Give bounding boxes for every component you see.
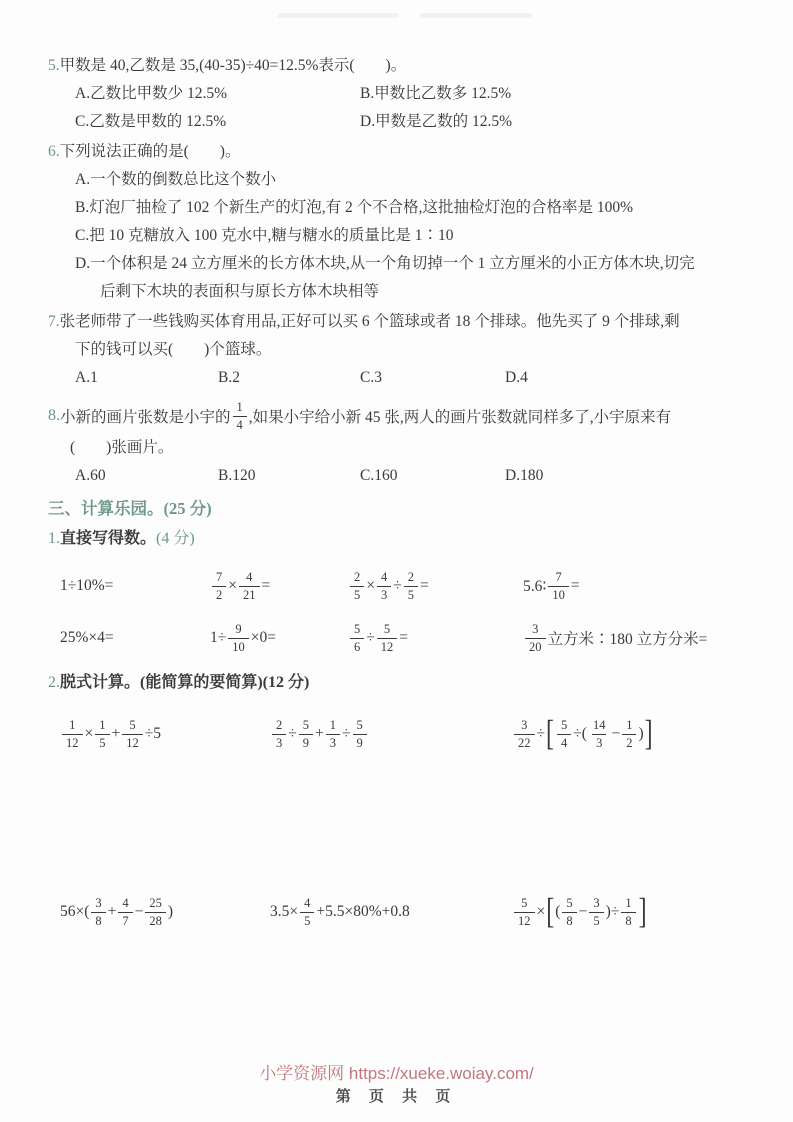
option-text: 乙数比甲数少 12.5% bbox=[90, 85, 227, 102]
expression bbox=[523, 571, 747, 601]
question-5 bbox=[48, 52, 747, 136]
expression bbox=[60, 577, 210, 595]
scan-artifact bbox=[420, 13, 532, 18]
calc2-heading bbox=[48, 668, 747, 698]
fraction: $\frac{5}{12}$ bbox=[122, 719, 143, 749]
option-c bbox=[360, 462, 505, 490]
math-text: ÷5 bbox=[144, 725, 162, 742]
calc1-row1 bbox=[48, 560, 747, 612]
question-number: 5. bbox=[48, 57, 60, 74]
option-text: 60 bbox=[90, 467, 106, 484]
math-text: × bbox=[84, 725, 94, 742]
option-d bbox=[360, 108, 747, 136]
question-stem-with-fraction bbox=[60, 401, 671, 431]
big-bracket: ] bbox=[638, 891, 647, 931]
math-text: = bbox=[420, 577, 429, 594]
fraction: $\frac{14}{3}$ bbox=[592, 718, 606, 750]
fraction: $\frac{5}{4}$ bbox=[557, 719, 571, 749]
big-bracket: ] bbox=[644, 713, 653, 753]
question-8-stem-line2: ( )张画片。 bbox=[70, 439, 174, 456]
math-text: × bbox=[366, 577, 375, 594]
expression bbox=[512, 713, 747, 753]
option-label: B. bbox=[75, 199, 90, 216]
question-7-stem-line1 bbox=[48, 308, 747, 336]
question-8 bbox=[48, 398, 747, 490]
option-d bbox=[48, 250, 747, 278]
subsection-number: 2. bbox=[48, 674, 60, 691]
expression bbox=[512, 891, 747, 931]
question-stem-text: 甲数是 40,乙数是 35,(40-35)÷40=12.5%表示( )。 bbox=[59, 57, 407, 74]
math-text: ×0= bbox=[250, 629, 276, 646]
fraction: $\frac{5}{9}$ bbox=[353, 719, 367, 749]
fraction: $\frac{4}{21}$ bbox=[239, 571, 260, 601]
option-label: B. bbox=[218, 369, 233, 386]
option-label: A. bbox=[75, 85, 91, 102]
expression bbox=[210, 623, 348, 653]
math-text: = bbox=[570, 577, 580, 594]
fraction: $\frac{7}{10}$ bbox=[548, 571, 569, 601]
section-title: 三、计算乐园。 bbox=[48, 499, 164, 518]
fraction: $\frac{5}{12}$ bbox=[514, 897, 535, 927]
fraction: $\frac{3}{5}$ bbox=[589, 897, 603, 927]
fraction: $\frac{1}{8}$ bbox=[621, 897, 635, 927]
option-a bbox=[48, 166, 747, 194]
option-c bbox=[48, 222, 747, 250]
option-text: 3 bbox=[374, 369, 382, 386]
math-text: ( bbox=[555, 903, 561, 920]
fraction: $\frac{4}{3}$ bbox=[377, 571, 391, 601]
fraction: $\frac{4}{7}$ bbox=[118, 897, 132, 927]
expression bbox=[348, 571, 523, 601]
fraction: $\frac{5}{9}$ bbox=[299, 719, 313, 749]
option-text: 4 bbox=[520, 369, 528, 386]
option-b bbox=[360, 80, 747, 108]
page-footer bbox=[0, 1062, 793, 1108]
math-text: 立方米∶180 立方分米= bbox=[547, 631, 708, 648]
math-text: ÷( bbox=[573, 725, 587, 742]
option-d-line2: 后剩下木块的表面积与原长方体木块相等 bbox=[100, 283, 380, 300]
question-5-options bbox=[48, 80, 747, 136]
option-text: 180 bbox=[520, 467, 544, 484]
question-8-options bbox=[48, 462, 747, 490]
math-text: ÷ bbox=[366, 629, 375, 646]
expression bbox=[270, 897, 512, 927]
option-label: D. bbox=[75, 255, 91, 272]
expression bbox=[348, 623, 523, 653]
subsection-note: (能简算的要简算)(12 分) bbox=[140, 674, 310, 691]
fraction: $\frac{2}{5}$ bbox=[350, 571, 364, 601]
math-text: ) bbox=[638, 725, 644, 742]
math-text: 3.5× bbox=[270, 903, 299, 920]
math-text: +5.5×80%+0.8 bbox=[316, 903, 410, 920]
option-a bbox=[75, 364, 218, 392]
option-a bbox=[75, 462, 218, 490]
option-label: B. bbox=[360, 85, 375, 102]
math-text: ÷ bbox=[536, 725, 546, 742]
math-text: − bbox=[134, 903, 144, 920]
math-text: ÷ bbox=[342, 725, 351, 742]
math-text: 56×( bbox=[60, 903, 90, 920]
footer-site-url: 小学资源网 https://xueke.woiay.com/ bbox=[259, 1064, 534, 1083]
fraction: $\frac{3}{20}$ bbox=[525, 623, 546, 653]
math-text: 1÷10%= bbox=[60, 577, 114, 594]
expression bbox=[523, 623, 747, 653]
option-b bbox=[218, 462, 360, 490]
big-bracket: [ bbox=[546, 891, 555, 931]
expression bbox=[60, 719, 270, 749]
fraction: $\frac{9}{10}$ bbox=[228, 623, 249, 653]
fraction: $\frac{5}{12}$ bbox=[377, 623, 398, 653]
option-label: A. bbox=[75, 369, 91, 386]
fraction: $\frac{3}{8}$ bbox=[91, 897, 105, 927]
option-label: D. bbox=[360, 113, 376, 130]
option-text: 一个体积是 24 立方厘米的长方体木块,从一个角切掉一个 1 立方厘米的小正方体木块,切完 bbox=[90, 255, 695, 272]
option-text: 120 bbox=[232, 467, 256, 484]
question-number: 6. bbox=[48, 143, 60, 160]
option-label: C. bbox=[360, 369, 375, 386]
math-text: ) bbox=[167, 903, 174, 920]
math-text: ÷ bbox=[393, 577, 402, 594]
fraction: $\frac{5}{8}$ bbox=[562, 897, 576, 927]
option-text: 乙数是甲数的 12.5% bbox=[89, 113, 227, 130]
math-text: × bbox=[536, 903, 546, 920]
option-text: 1 bbox=[90, 369, 98, 386]
subsection-number: 1. bbox=[48, 530, 60, 547]
option-label: D. bbox=[505, 467, 521, 484]
math-text: + bbox=[107, 903, 117, 920]
question-number: 7. bbox=[48, 313, 60, 330]
math-text: = bbox=[261, 577, 271, 594]
subsection-score: (4 分) bbox=[156, 530, 195, 547]
option-c bbox=[360, 364, 505, 392]
option-text: 2 bbox=[232, 369, 240, 386]
expression bbox=[210, 571, 348, 601]
option-label: C. bbox=[75, 227, 90, 244]
math-text: ÷ bbox=[288, 725, 297, 742]
option-b bbox=[218, 364, 360, 392]
option-label: D. bbox=[505, 369, 521, 386]
subsection-title: 直接写得数。 bbox=[60, 530, 157, 547]
fraction: $\frac{25}{28}$ bbox=[145, 897, 166, 927]
calc1-row2 bbox=[48, 612, 747, 664]
fraction: $\frac{2}{5}$ bbox=[404, 571, 418, 601]
question-8-stem-line1 bbox=[48, 398, 747, 434]
math-text: − bbox=[578, 903, 588, 920]
math-text: × bbox=[228, 577, 237, 594]
calc2-row1 bbox=[48, 706, 747, 762]
fraction: $\frac{1}{5}$ bbox=[95, 719, 109, 749]
question-6-stem bbox=[48, 138, 747, 166]
option-label: A. bbox=[75, 171, 91, 188]
option-label: C. bbox=[360, 467, 375, 484]
option-label: A. bbox=[75, 467, 91, 484]
option-d bbox=[505, 364, 747, 392]
option-a bbox=[75, 80, 360, 108]
fraction: $\frac{1}{2}$ bbox=[622, 719, 636, 749]
option-text: 灯泡厂抽检了 102 个新生产的灯泡,有 2 个不合格,这批抽检灯泡的合格率是 100% bbox=[89, 199, 634, 216]
fraction: $\frac{1}{4}$ bbox=[233, 401, 247, 431]
fraction: $\frac{1}{12}$ bbox=[62, 719, 83, 749]
option-text: 把 10 克糖放入 100 克水中,糖与糖水的质量比是 1∶10 bbox=[89, 227, 454, 244]
math-text: + bbox=[315, 725, 324, 742]
math-text: 小新的画片张数是小宇的 bbox=[60, 409, 231, 426]
option-c bbox=[75, 108, 360, 136]
option-d bbox=[505, 462, 747, 490]
question-7-options bbox=[48, 364, 747, 392]
calc1-heading bbox=[48, 524, 747, 554]
question-number: 8. bbox=[48, 407, 60, 424]
question-stem-text: 张老师带了一些钱购买体育用品,正好可以买 6 个篮球或者 18 个排球。他先买了 9 个排球,剩 bbox=[59, 313, 680, 330]
scan-artifact bbox=[277, 13, 399, 18]
footer-page-label: 第 页 共 页 bbox=[335, 1088, 458, 1105]
math-text: )÷ bbox=[605, 903, 620, 920]
math-text: 5.6∶ bbox=[523, 577, 547, 595]
question-5-stem bbox=[48, 52, 747, 80]
question-stem-text: 下列说法正确的是( )。 bbox=[59, 143, 241, 160]
option-text: 160 bbox=[374, 467, 398, 484]
question-7-stem-line2: 下的钱可以买( )个篮球。 bbox=[75, 341, 272, 358]
question-7 bbox=[48, 308, 747, 392]
option-text: 甲数是乙数的 12.5% bbox=[375, 113, 512, 130]
question-6 bbox=[48, 138, 747, 306]
calc2-row2 bbox=[48, 884, 747, 940]
expression bbox=[270, 719, 512, 749]
math-text: ,如果小宇给小新 45 张,两人的画片张数就同样多了,小宇原来有 bbox=[248, 409, 672, 426]
big-bracket: [ bbox=[546, 713, 555, 753]
math-text: = bbox=[399, 629, 409, 646]
fraction: $\frac{2}{3}$ bbox=[272, 719, 286, 749]
fraction: $\frac{1}{3}$ bbox=[326, 719, 340, 749]
expression bbox=[60, 629, 210, 647]
section-score: (25 分) bbox=[163, 499, 212, 518]
option-b bbox=[48, 194, 747, 222]
fraction: $\frac{7}{2}$ bbox=[212, 571, 226, 601]
math-text: − bbox=[611, 725, 621, 742]
option-text: 一个数的倒数总比这个数小 bbox=[90, 171, 277, 188]
section-3-heading bbox=[48, 494, 747, 524]
option-label: C. bbox=[75, 113, 90, 130]
option-text: 甲数比乙数多 12.5% bbox=[374, 85, 512, 102]
subsection-title: 脱式计算。 bbox=[60, 674, 141, 691]
math-text: 1÷ bbox=[210, 629, 227, 646]
option-label: B. bbox=[218, 467, 233, 484]
expression bbox=[60, 897, 270, 927]
math-text: + bbox=[111, 725, 121, 742]
fraction: $\frac{5}{6}$ bbox=[350, 623, 364, 653]
fraction: $\frac{3}{22}$ bbox=[514, 719, 535, 749]
fraction: $\frac{4}{5}$ bbox=[300, 897, 314, 927]
math-text: 25%×4= bbox=[60, 629, 114, 646]
